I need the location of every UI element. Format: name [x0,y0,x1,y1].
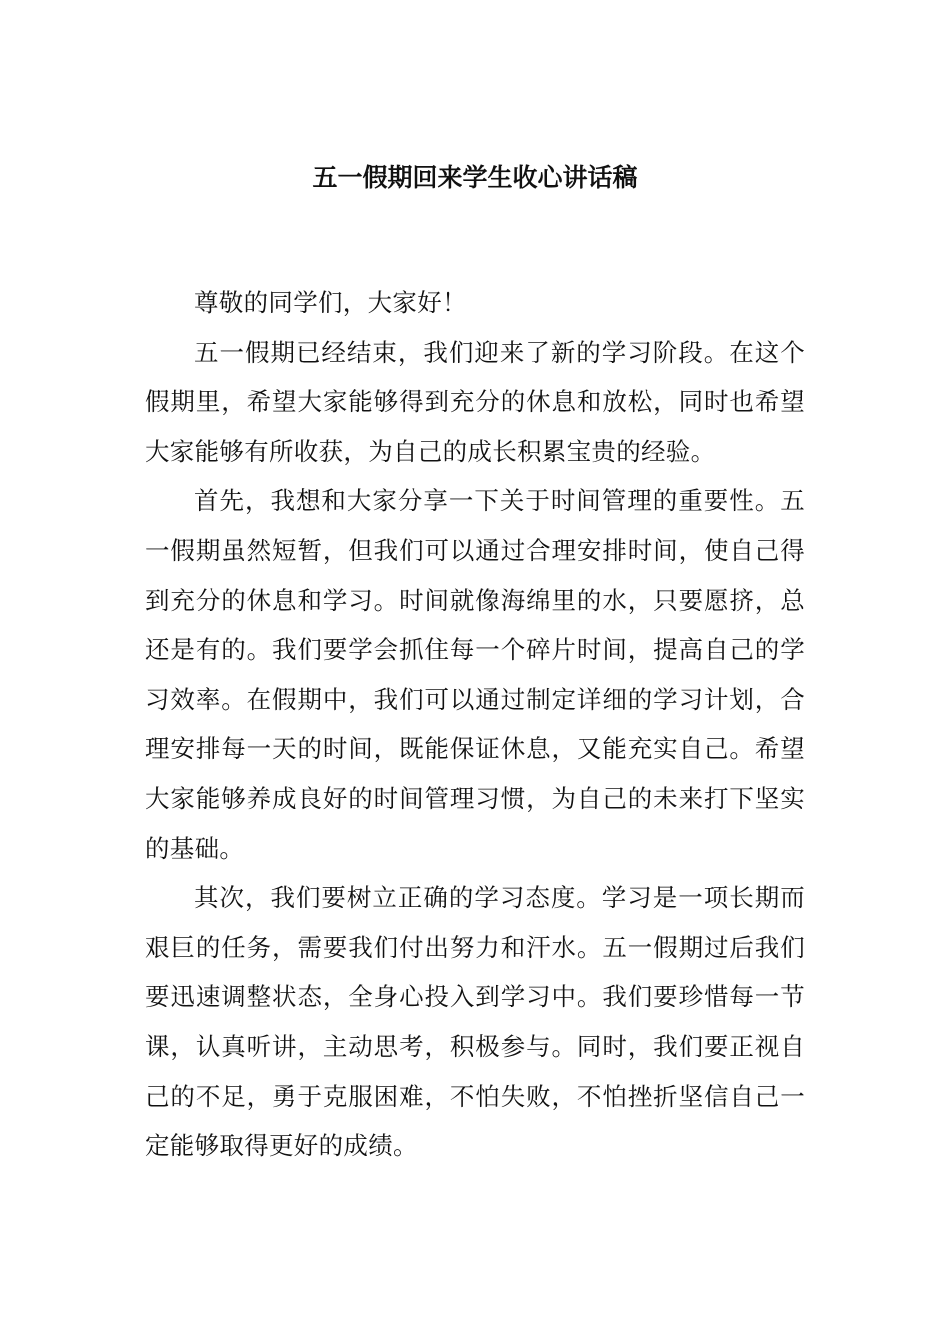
paragraph-greeting: 尊敬的同学们，大家好！ [194,288,467,317]
document-body [145,278,805,1171]
paragraph-time-management: 首先，我想和大家分享一下关于时间管理的重要性。五一假期虽然短暂，但我们可以通过合理安排时间，使自己得到充分的休息和学习。时间就像海绵里的水，只要愿挤，总还是有的。我们要学会抓住每一个碎片时间，提高自己的学习效率。在假期中，我们可以通过制定详细的学习计划，合理安排每一天的时间，既能保证休息，又能充实自己。希望大家能够养成良好的时间管理习惯，为自己的未来打下坚实的基础。 [145,486,805,863]
paragraph-study-attitude: 其次，我们要树立正确的学习态度。学习是一项长期而艰巨的任务，需要我们付出努力和汗水。五一假期过后我们要迅速调整状态，全身心投入到学习中。我们要珍惜每一节课，认真听讲，主动思考，积极参与。同时，我们要正视自己的不足，勇于克服困难，不怕失败，不怕挫折坚信自己一定能够取得更好的成绩。 [145,883,805,1161]
paragraph-intro: 五一假期已经结束，我们迎来了新的学习阶段。在这个假期里，希望大家能够得到充分的休息和放松，同时也希望大家能够有所收获，为自己的成长积累宝贵的经验。 [145,337,805,466]
document-title: 五一假期回来学生收心讲话稿 [312,163,638,192]
